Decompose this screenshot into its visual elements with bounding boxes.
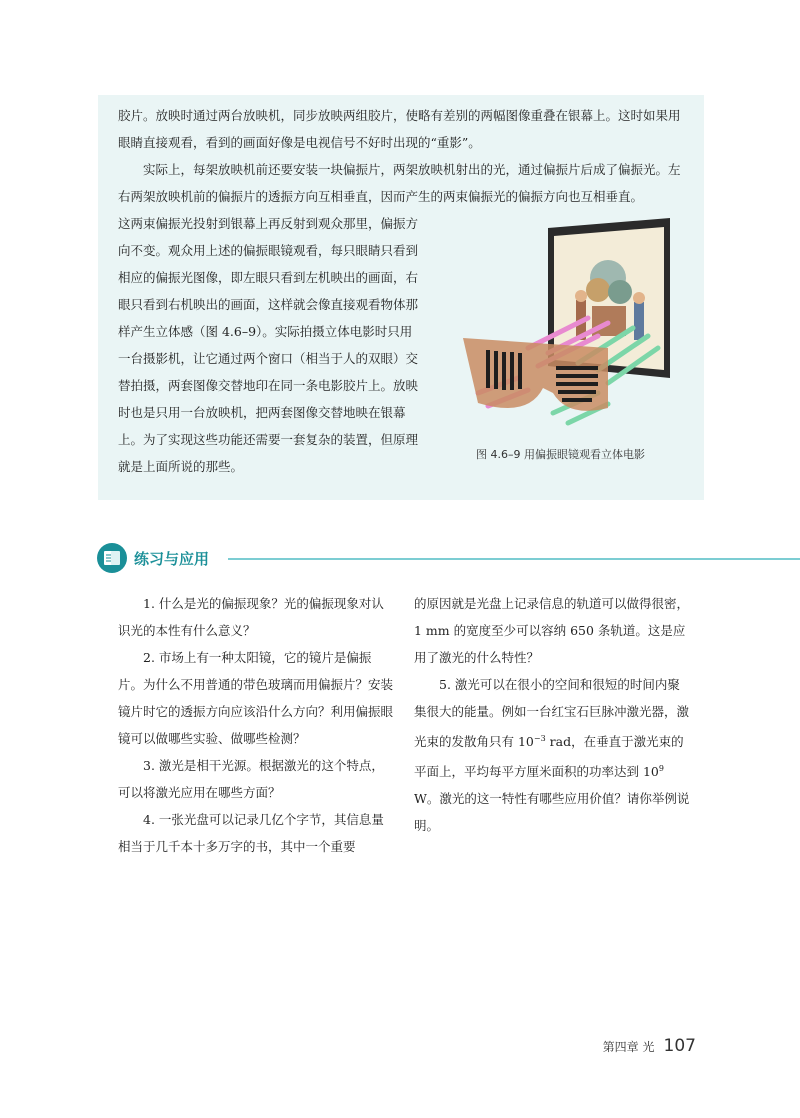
exercise-header	[96, 542, 800, 574]
question-5: 5. 激光可以在很小的空间和很短的时间内聚集很大的能量。例如一台红宝石巨脉冲激光器，激光束的发散角只有 $10^{-3}$ rad，在垂直于激光束的平面上，平均每平方厘米面积的功率达到 $10^9$ W。激光的这一特性有哪些应用价值？请你举例说明。	[414, 677, 690, 834]
book-icon	[96, 542, 128, 574]
exercise-column-right	[414, 590, 692, 839]
reading-paragraph-1: 胶片。放映时通过两台放映机，同步放映两组胶片，使略有差别的两幅图像重叠在银幕上。这时如果用眼睛直接观看，看到的画面好像是电视信号不好时出现的“重影”。	[118, 108, 681, 150]
figure-caption: 图 4.6–9 用偏振眼镜观看立体电影	[476, 448, 645, 461]
page-number: 107	[663, 1036, 696, 1056]
chapter-label: 第四章 光	[602, 1040, 655, 1054]
question-3: 3. 激光是相干光源。根据激光的这个特点，可以将激光应用在哪些方面？	[118, 758, 384, 800]
exercise-column-left	[118, 590, 396, 860]
question-4: 4. 一张光盘可以记录几亿个字节，其信息量相当于几千本十多万字的书，其中一个重要	[118, 812, 384, 854]
page-footer	[603, 1036, 696, 1056]
figure-3d-glasses	[458, 218, 688, 443]
reading-paragraph-3: 这两束偏振光投射到银幕上再反射到观众那里，偏振方向不变。观众用上述的偏振眼镜观看，每只眼睛只看到相应的偏振光图像，即左眼只看到左机映出的画面，右眼只看到右机映出的画面，这样就会像直接观看物体那样产生立体感（图 4.6–9）。实际拍摄立体电影时只用一台摄影机，让它通过两个窗口（相当于人的双眼）交替拍摄，两套图像交替地印在同一条电影胶片上。放映时也是只用一台放映机，把两套图像交替地映在银幕上。为了实现这些功能还需要一套复杂的装置，但原理就是上面所说的那些。	[118, 216, 419, 474]
reading-paragraph-2: 实际上，每架放映机前还要安装一块偏振片，两架放映机射出的光，通过偏振片后成了偏振光。左右两架放映机前的偏振片的透振方向互相垂直，因而产生的两束偏振光的偏振方向也互相垂直。	[118, 162, 681, 204]
section-title: 练习与应用	[134, 550, 210, 568]
question-1: 1. 什么是光的偏振现象？光的偏振现象对认识光的本性有什么意义？	[118, 596, 384, 638]
section-divider	[228, 558, 800, 560]
question-2: 2. 市场上有一种太阳镜，它的镜片是偏振片。为什么不用普通的带色玻璃而用偏振片？安装镜片时它的透振方向应该沿什么方向？利用偏振眼镜可以做哪些实验、做哪些检测？	[118, 650, 394, 746]
question-4-continued: 的原因就是光盘上记录信息的轨道可以做得很密，1 mm 的宽度至少可以容纳 650 条轨道。这是应用了激光的什么特性？	[414, 596, 690, 665]
